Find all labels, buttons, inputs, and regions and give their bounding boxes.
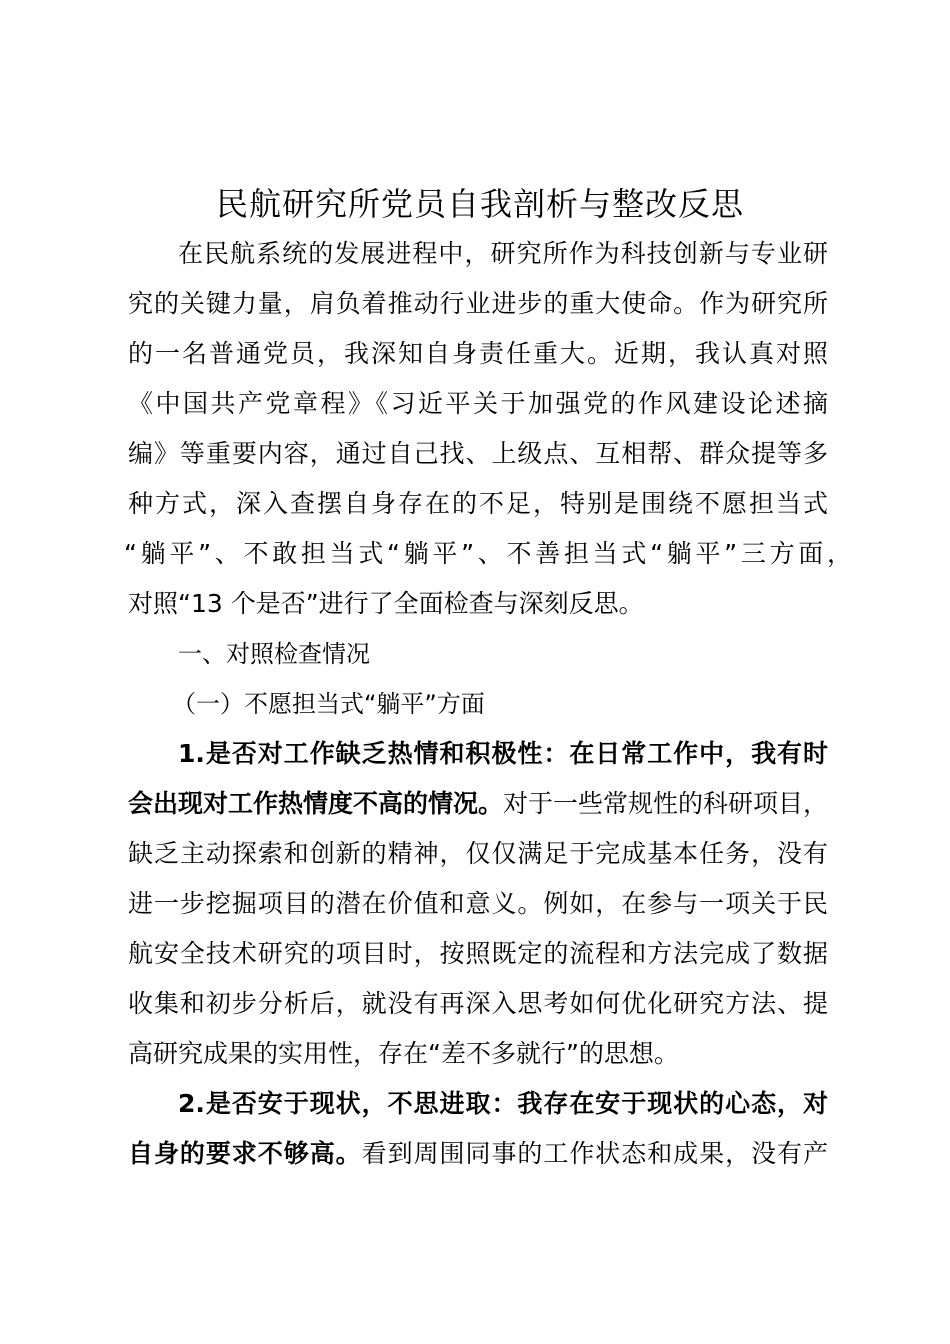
item1-heading-line1: 1.是否对工作缺乏热情和积极性：在日常工作中，我有时 <box>178 739 828 768</box>
item1-heading-line2: 会出现对工作热情度不高的情况。 <box>128 789 504 818</box>
item1-line4: 进一步挖掘项目的潜在价值和意义。例如，在参与一项关于民 <box>128 889 828 918</box>
intro-line-2: 究的关键力量，肩负着推动行业进步的重大使命。作为研究所 <box>128 289 828 318</box>
item2-heading-line2: 自身的要求不够高。 <box>128 1139 362 1168</box>
item1-line2-text: 对于一些常规性的科研项目， <box>503 789 829 818</box>
intro-line-3: 的一名普通党员，我深知自身责任重大。近期，我认真对照 <box>128 339 828 368</box>
item2-line2 <box>128 1136 828 1172</box>
item1-line3: 缺乏主动探索和创新的精神，仅仅满足于完成基本任务，没有 <box>128 839 828 868</box>
item1-line5: 航安全技术研究的项目时，按照既定的流程和方法完成了数据 <box>128 939 828 968</box>
intro-line-7: “躺平”、不敢担当式“躺平”、不善担当式“躺平”三方面， <box>124 539 852 568</box>
intro-line-8: 对照“13 个是否”进行了全面检查与深刻反思。 <box>128 589 644 618</box>
intro-line-4: 《中国共产党章程》《习近平关于加强党的作风建设论述摘 <box>128 389 828 418</box>
item2-line2-text: 看到周围同事的工作状态和成果，没有产 <box>361 1139 828 1168</box>
subsection-heading: （一）不愿担当式“躺平”方面 <box>172 690 485 718</box>
document-title: 民航研究所党员自我剖析与整改反思 <box>215 185 744 223</box>
intro-line-5: 编》等重要内容，通过自己找、上级点、互相帮、群众提等多 <box>128 439 828 468</box>
intro-line-1: 在民航系统的发展进程中，研究所作为科技创新与专业研 <box>178 239 828 268</box>
item1-line6: 收集和初步分析后，就没有再深入思考如何优化研究方法、提 <box>128 989 828 1018</box>
item2-heading-line1: 2.是否安于现状，不思进取：我存在安于现状的心态，对 <box>178 1089 828 1118</box>
item1-line2 <box>128 786 828 822</box>
item1-line7: 高研究成果的实用性，存在“差不多就行”的思想。 <box>128 1039 679 1068</box>
intro-line-6: 种方式，深入查摆自身存在的不足，特别是围绕不愿担当式 <box>128 489 828 518</box>
section-heading: 一、对照检查情况 <box>178 640 370 668</box>
